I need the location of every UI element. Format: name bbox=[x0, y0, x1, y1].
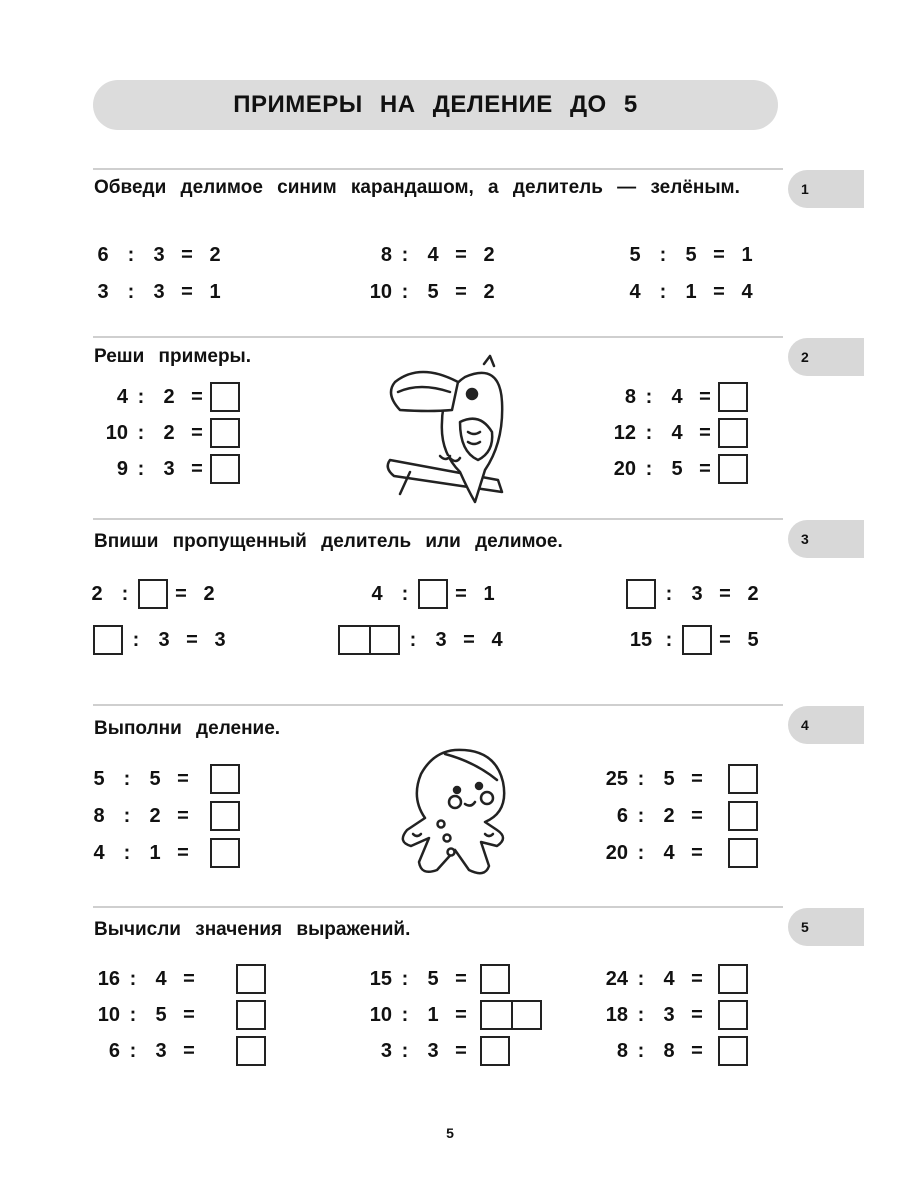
equation: 15 : = 5 bbox=[626, 622, 768, 658]
answer-box[interactable] bbox=[236, 1036, 266, 1066]
answer-box[interactable] bbox=[718, 1036, 748, 1066]
equation: 6 : 2 = bbox=[598, 798, 758, 834]
answer-box[interactable] bbox=[418, 579, 448, 609]
answer-box[interactable] bbox=[682, 625, 712, 655]
equation: 3 : 3 = 1 bbox=[97, 280, 221, 303]
equation: 20 : 4 = bbox=[598, 835, 758, 871]
answer-box[interactable] bbox=[728, 764, 758, 794]
answer-box[interactable] bbox=[138, 579, 168, 609]
answer-box[interactable] bbox=[718, 418, 748, 448]
equation: 16 : 4 = bbox=[90, 961, 266, 997]
answer-box[interactable] bbox=[210, 764, 240, 794]
answer-box[interactable] bbox=[210, 382, 240, 412]
task-instruction: Обведи делимое синим карандашом, а делитель — зелёным. bbox=[94, 177, 740, 198]
equation: : 3 = 3 bbox=[93, 622, 235, 658]
equation: 18 : 3 = bbox=[598, 997, 748, 1033]
task-instruction: Реши примеры. bbox=[94, 346, 252, 367]
equation: 10 : 5 = 2 bbox=[369, 280, 495, 303]
answer-box[interactable] bbox=[210, 838, 240, 868]
task-instruction: Выполни деление. bbox=[94, 718, 281, 739]
equation: 20 : 5 = bbox=[606, 451, 748, 487]
divider bbox=[93, 168, 783, 170]
answer-box[interactable] bbox=[210, 454, 240, 484]
answer-box[interactable] bbox=[718, 382, 748, 412]
answer-box[interactable] bbox=[718, 1000, 748, 1030]
task-number-badge: 3 bbox=[788, 520, 864, 558]
equation: : 3 = 4 bbox=[338, 622, 512, 658]
divider bbox=[93, 906, 783, 908]
answer-box[interactable] bbox=[728, 838, 758, 868]
answer-box[interactable] bbox=[728, 801, 758, 831]
equation: 4 : 1 = 4 bbox=[629, 280, 753, 303]
equation: 25 : 5 = bbox=[598, 761, 758, 797]
page-number: 5 bbox=[446, 1125, 454, 1141]
task-instruction: Впиши пропущенный делитель или делимое. bbox=[94, 531, 563, 552]
equation: 3 : 3 = bbox=[362, 1033, 510, 1069]
answer-box[interactable] bbox=[480, 964, 510, 994]
equation: 4 : 1 = bbox=[84, 835, 240, 871]
equation: 10 : 1 = bbox=[362, 997, 542, 1033]
answer-box[interactable] bbox=[626, 579, 656, 609]
task-number-badge: 5 bbox=[788, 908, 864, 946]
task-number-badge: 1 bbox=[788, 170, 864, 208]
equation: 2 : = 2 bbox=[82, 576, 224, 612]
answer-box-double[interactable] bbox=[480, 1000, 542, 1030]
equation: 24 : 4 = bbox=[598, 961, 748, 997]
task-number-badge: 2 bbox=[788, 338, 864, 376]
answer-box[interactable] bbox=[718, 964, 748, 994]
task-number-badge: 4 bbox=[788, 706, 864, 744]
equation: 5 : 5 = bbox=[84, 761, 240, 797]
answer-box[interactable] bbox=[210, 801, 240, 831]
page-title: ПРИМЕРЫ НА ДЕЛЕНИЕ ДО 5 bbox=[93, 80, 778, 130]
answer-box[interactable] bbox=[718, 454, 748, 484]
equation: 5 : 5 = 1 bbox=[629, 243, 753, 266]
toucan-icon bbox=[380, 352, 520, 512]
equation: 15 : 5 = bbox=[362, 961, 510, 997]
divider bbox=[93, 518, 783, 520]
answer-box[interactable] bbox=[236, 1000, 266, 1030]
equation: 10 : 5 = bbox=[90, 997, 266, 1033]
task-instruction: Вычисли значения выражений. bbox=[94, 919, 411, 940]
divider bbox=[93, 704, 783, 706]
answer-box[interactable] bbox=[93, 625, 123, 655]
gingerbread-icon bbox=[385, 742, 525, 882]
equation: 8 : 4 = 2 bbox=[380, 243, 495, 266]
answer-box[interactable] bbox=[210, 418, 240, 448]
divider bbox=[93, 336, 783, 338]
equation: 9 : 3 = bbox=[98, 451, 240, 487]
equation: 8 : 8 = bbox=[598, 1033, 748, 1069]
equation: 4 : = 1 bbox=[362, 576, 504, 612]
equation: 10 : 2 = bbox=[98, 415, 240, 451]
equation: 6 : 3 = 2 bbox=[97, 243, 221, 266]
answer-box[interactable] bbox=[480, 1036, 510, 1066]
equation: 8 : 2 = bbox=[84, 798, 240, 834]
equation: 6 : 3 = bbox=[90, 1033, 266, 1069]
equation: : 3 = 2 bbox=[626, 576, 768, 612]
equation: 8 : 4 = bbox=[606, 379, 748, 415]
answer-box-double[interactable] bbox=[338, 625, 400, 655]
equation: 12 : 4 = bbox=[606, 415, 748, 451]
equation: 4 : 2 = bbox=[98, 379, 240, 415]
answer-box[interactable] bbox=[236, 964, 266, 994]
